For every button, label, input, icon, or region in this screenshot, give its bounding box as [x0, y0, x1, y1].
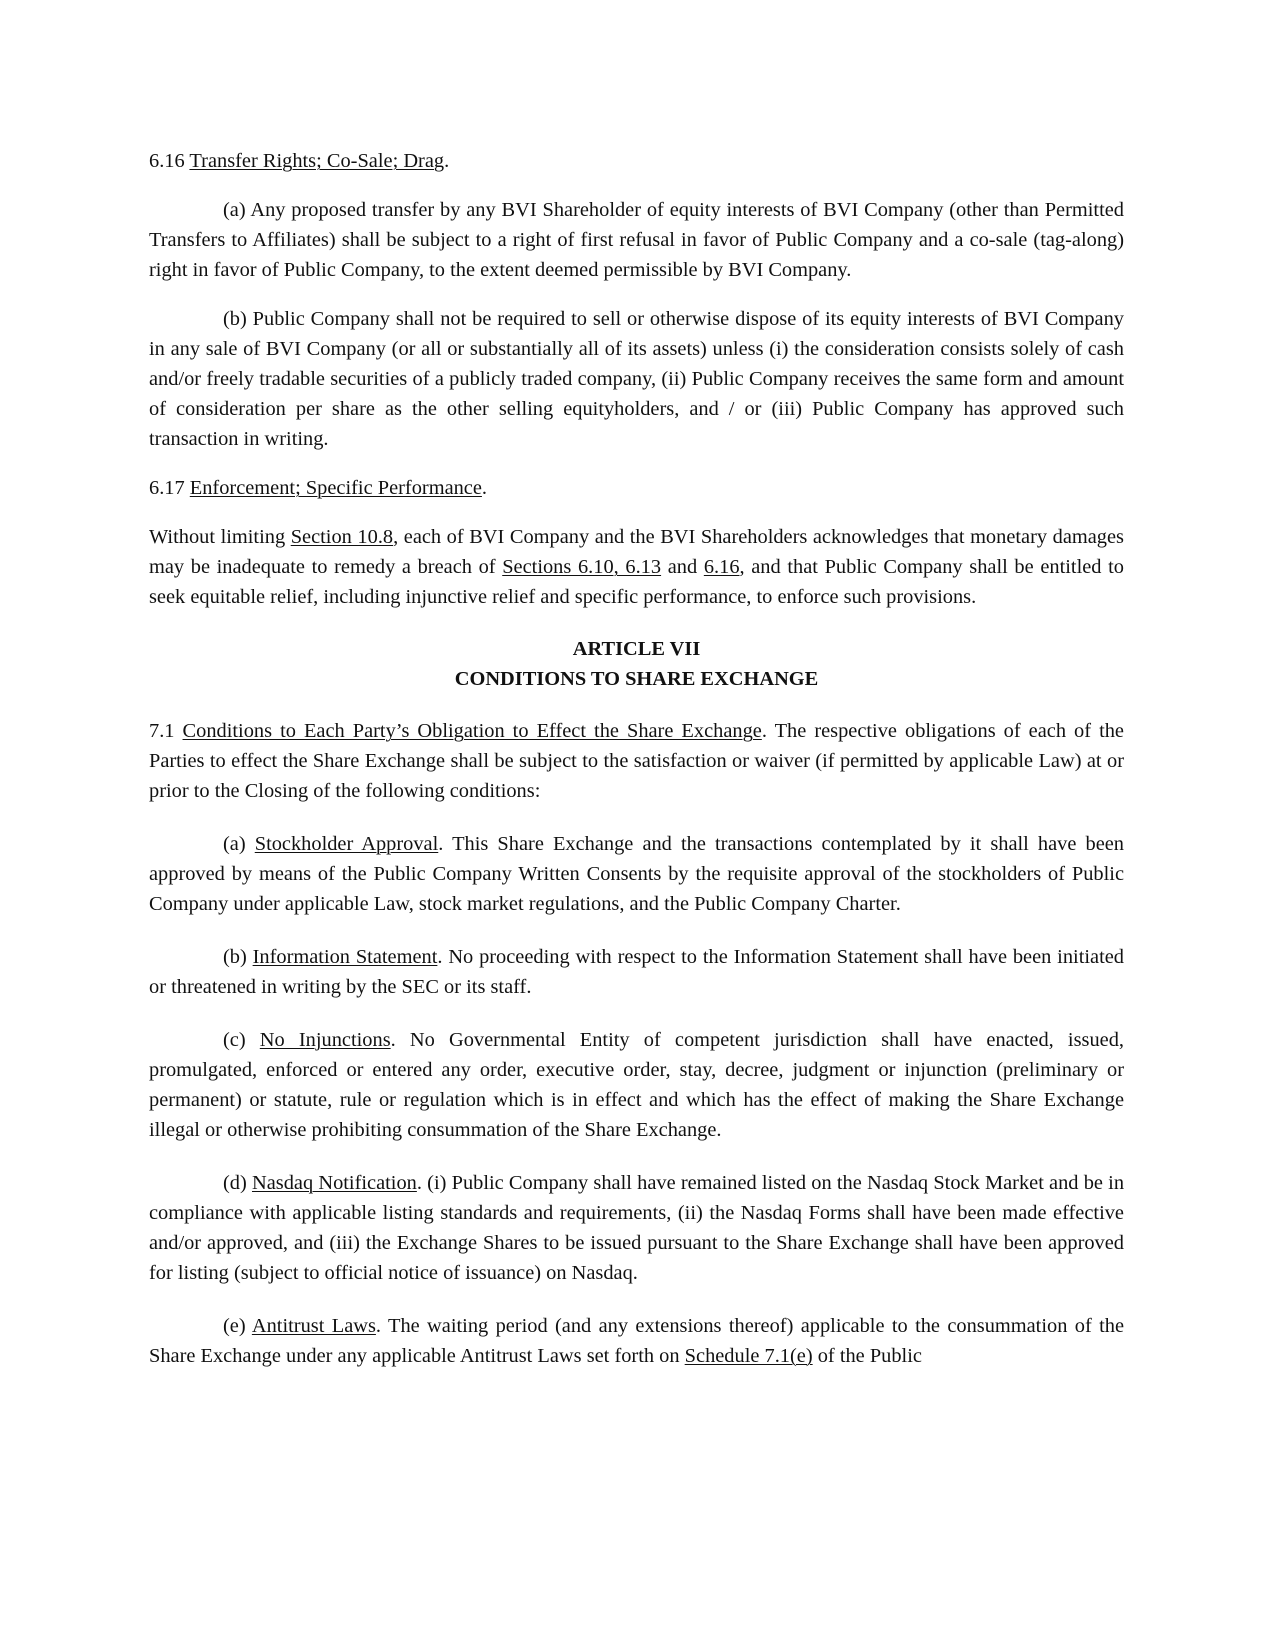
section-7-1-d-title: Nasdaq Notification: [251, 1172, 417, 1194]
section-6-16-a: (a) Any proposed transfer by any BVI Shareholder of equity interests of BVI Company (other than Permitted Transfers to Affiliates) shall be subject to a right of first refusal in favor of Public Company and a co-sale (tag-along) right in favor of Public Company, to the extent deemed permissible by BVI Company.: [149, 199, 1124, 281]
document-page: [149, 146, 1124, 1371]
section-7-1-c: (c) No Injunctions. No Governmental Entity of competent jurisdiction shall have enacted, issued, promulgated, enforced or entered any order, executive order, stay, decree, judgment or injunction (preliminary or permanent) or statute, rule or regulation which is in effect and which has the effect of making the Share Exchange illegal or otherwise prohibiting consummation of the Share Exchange.: [149, 1029, 1124, 1141]
section-7-1: 7.1 Conditions to Each Party’s Obligation to Effect the Share Exchange. The respective obligations of each of the Parties to effect the Share Exchange shall be subject to the satisfaction or waiver (if permitted by applicable Law) at or prior to the Closing of the following conditions:: [149, 720, 1124, 802]
ref-section-6-16: 6.16: [703, 556, 740, 578]
ref-sections-6-10-6-13: Sections 6.10, 6.13: [502, 556, 662, 578]
section-6-16-b: (b) Public Company shall not be required to sell or otherwise dispose of its equity interests of BVI Company in any sale of BVI Company (or all or substantially all of its assets) unless (i) the consideration consists solely of cash and/or freely tradable securities of a publicly traded company, (ii) Public Company receives the same form and amount of consideration per share as the other selling equityholders, and / or (iii) Public Company has approved such transaction in writing.: [149, 308, 1124, 450]
section-7-1-c-title: No Injunctions: [259, 1029, 391, 1051]
section-6-16-title: Transfer Rights; Co-Sale; Drag: [189, 150, 445, 172]
ref-section-10-8: Section 10.8: [290, 526, 394, 548]
article-number: ARTICLE VII: [572, 638, 701, 660]
section-7-1-e: (e) Antitrust Laws. The waiting period (and any extensions thereof) applicable to the consummation of the Share Exchange under any applicable Antitrust Laws set forth on Schedule 7.1(e) of the Public: [149, 1315, 1125, 1367]
section-6-17-heading: 6.17 Enforcement; Specific Performance.: [149, 477, 488, 499]
section-7-1-b-title: Information Statement: [252, 946, 438, 968]
section-6-16-heading: 6.16 Transfer Rights; Co-Sale; Drag.: [149, 150, 450, 172]
article-heading: [149, 634, 1124, 694]
section-6-17-body: Without limiting Section 10.8, each of BVI Company and the BVI Shareholders acknowledges that monetary damages may be inadequate to remedy a breach of Sections 6.10, 6.13 and 6.16, and that Public Company shall be entitled to seek equitable relief, including injunctive relief and specific performance, to enforce such provisions.: [149, 526, 1124, 608]
section-7-1-e-title: Antitrust Laws: [251, 1315, 376, 1337]
ref-schedule-7-1-e: Schedule 7.1(e): [684, 1345, 813, 1367]
section-6-17-title: Enforcement; Specific Performance: [189, 477, 482, 499]
section-7-1-a-title: Stockholder Approval: [254, 833, 439, 855]
section-7-1-title: Conditions to Each Party’s Obligation to Effect the Share Exchange: [182, 720, 762, 742]
section-7-1-b: (b) Information Statement. No proceeding with respect to the Information Statement shall have been initiated or threatened in writing by the SEC or its staff.: [149, 946, 1124, 998]
article-title: CONDITIONS TO SHARE EXCHANGE: [454, 668, 819, 690]
section-7-1-a: (a) Stockholder Approval. This Share Exchange and the transactions contemplated by it shall have been approved by means of the Public Company Written Consents by the requisite approval of the stockholders of Public Company under applicable Law, stock market regulations, and the Public Company Charter.: [149, 833, 1125, 915]
section-7-1-d: (d) Nasdaq Notification. (i) Public Company shall have remained listed on the Nasdaq Stock Market and be in compliance with applicable listing standards and requirements, (ii) the Nasdaq Forms shall have been made effective and/or approved, and (iii) the Exchange Shares to be issued pursuant to the Share Exchange shall have been approved for listing (subject to official notice of issuance) on Nasdaq.: [149, 1172, 1125, 1284]
